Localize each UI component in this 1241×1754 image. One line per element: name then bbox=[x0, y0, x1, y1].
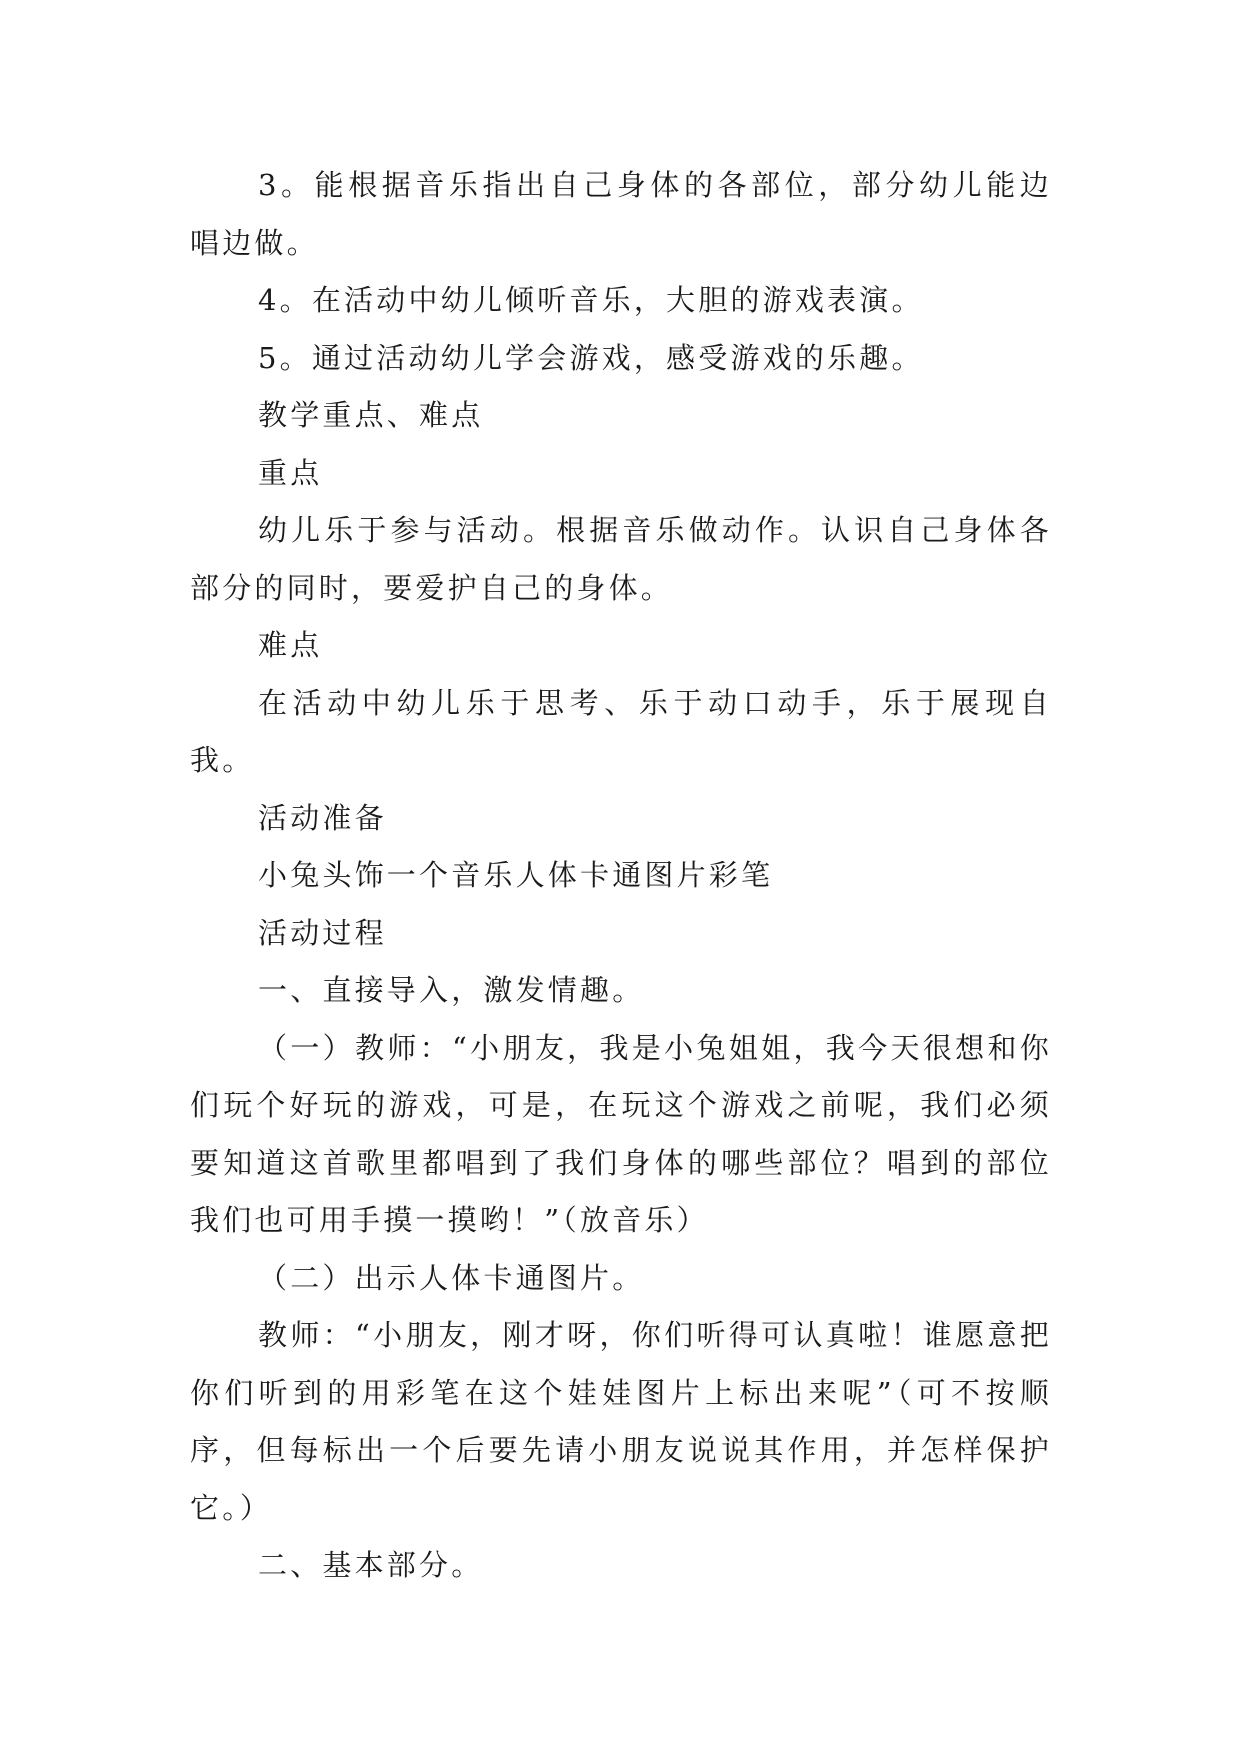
section-heading-key-points: 教学重点、难点 bbox=[258, 398, 484, 432]
focus-text: 幼儿乐于参与活动。根据音乐做动作。认识自己身体各部分的同时，要爱护自己的身体。 bbox=[190, 513, 1052, 605]
difficulty-text: 在活动中幼儿乐于思考、乐于动口动手，乐于展现自我。 bbox=[190, 685, 1052, 777]
process-step-2: 二、基本部分。 bbox=[258, 1548, 484, 1582]
process-step-1: 一、直接导入，激发情趣。 bbox=[258, 973, 645, 1007]
section-heading-process: 活动过程 bbox=[258, 915, 387, 950]
document-body bbox=[190, 157, 1052, 1595]
objective-4: 4。在活动中幼儿倾听音乐，大胆的游戏表演。 bbox=[258, 283, 924, 317]
process-step-1-b-text: 教师：“小朋友，刚才呀，你们听得可认真啦！谁愿意把你们听到的用彩笔在这个娃娃图片上标出来呢”（可不按顺序，但每标出一个后要先请小朋友说说其作用，并怎样保护它。） bbox=[190, 1318, 1052, 1525]
preparation-text: 小兔头饰一个音乐人体卡通图片彩笔 bbox=[258, 858, 774, 892]
objective-5: 5。通过活动幼儿学会游戏，感受游戏的乐趣。 bbox=[258, 340, 924, 375]
process-step-1-a: （一）教师：“小朋友，我是小兔姐姐，我今天很想和你们玩个好玩的游戏，可是，在玩这个游戏之前呢，我们必须要知道这首歌里都唱到了我们身体的哪些部位？唱到的部位我们也可用手摸一摸哟！”（放音乐） bbox=[190, 1030, 1052, 1237]
subheading-focus: 重点 bbox=[258, 455, 323, 490]
process-step-1-b: （二）出示人体卡通图片。 bbox=[258, 1260, 645, 1295]
objective-3: 3。能根据音乐指出自己身体的各部位，部分幼儿能边唱边做。 bbox=[190, 168, 1052, 260]
subheading-difficulty: 难点 bbox=[258, 628, 323, 662]
section-heading-preparation: 活动准备 bbox=[258, 800, 387, 835]
